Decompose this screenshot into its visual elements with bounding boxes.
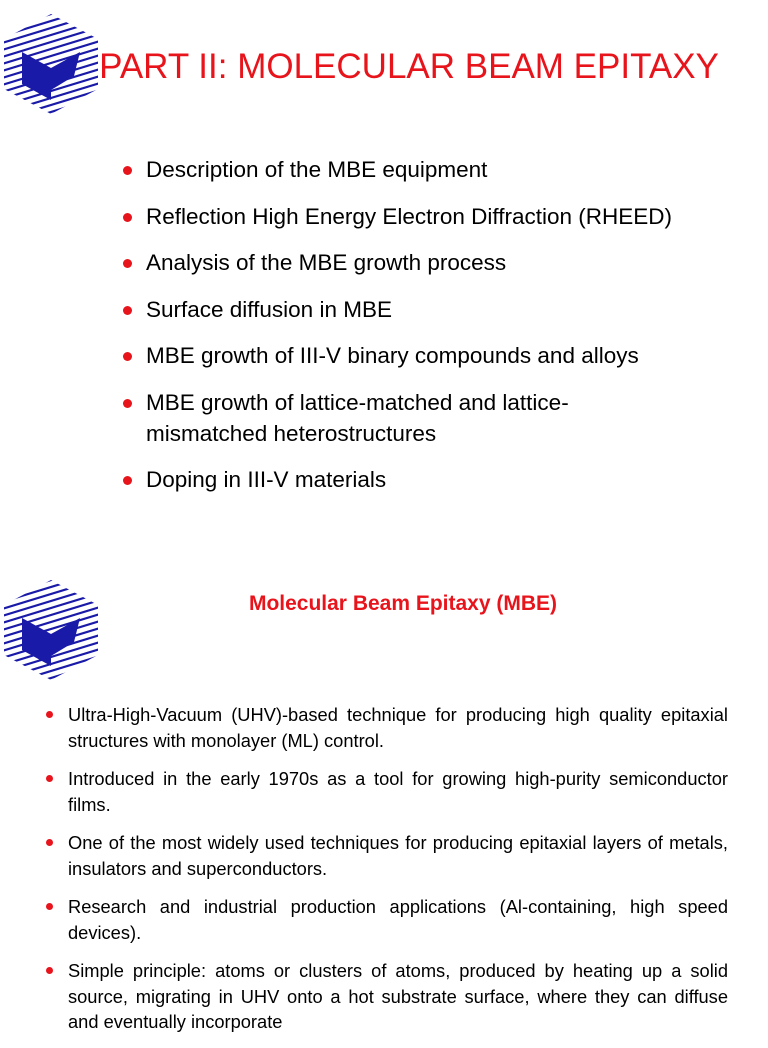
list-item: MBE growth of III-V binary compounds and alloys bbox=[118, 340, 678, 371]
list-item: Ultra-High-Vacuum (UHV)-based technique for producing high quality epitaxial structures with monolayer (ML) control. bbox=[44, 702, 728, 753]
list-item: Description of the MBE equipment bbox=[118, 154, 678, 185]
list-item: Reflection High Energy Electron Diffraction (RHEED) bbox=[118, 201, 678, 232]
list-item: Research and industrial production applications (Al-containing, high speed devices). bbox=[44, 894, 728, 945]
list-item: Analysis of the MBE growth process bbox=[118, 247, 678, 278]
description-list bbox=[44, 702, 728, 1048]
list-item: Simple principle: atoms or clusters of atoms, produced by heating up a solid source, migrating in UHV onto a hot substrate surface, where they can diffuse and eventually incorporate bbox=[44, 958, 728, 1035]
slide-title: Molecular Beam Epitaxy (MBE) bbox=[248, 592, 558, 615]
list-item: Introduced in the early 1970s as a tool for growing high-purity semiconductor films. bbox=[44, 766, 728, 817]
list-item: MBE growth of lattice-matched and lattice-mismatched heterostructures bbox=[118, 387, 678, 449]
slide-title: PART II: MOLECULAR BEAM EPITAXY bbox=[99, 47, 719, 86]
list-item: Surface diffusion in MBE bbox=[118, 294, 678, 325]
topic-list bbox=[118, 154, 678, 511]
list-item: One of the most widely used techniques for producing epitaxial layers of metals, insulators and superconductors. bbox=[44, 830, 728, 881]
slide-mbe-intro bbox=[0, 572, 768, 1032]
list-item: Doping in III-V materials bbox=[118, 464, 678, 495]
